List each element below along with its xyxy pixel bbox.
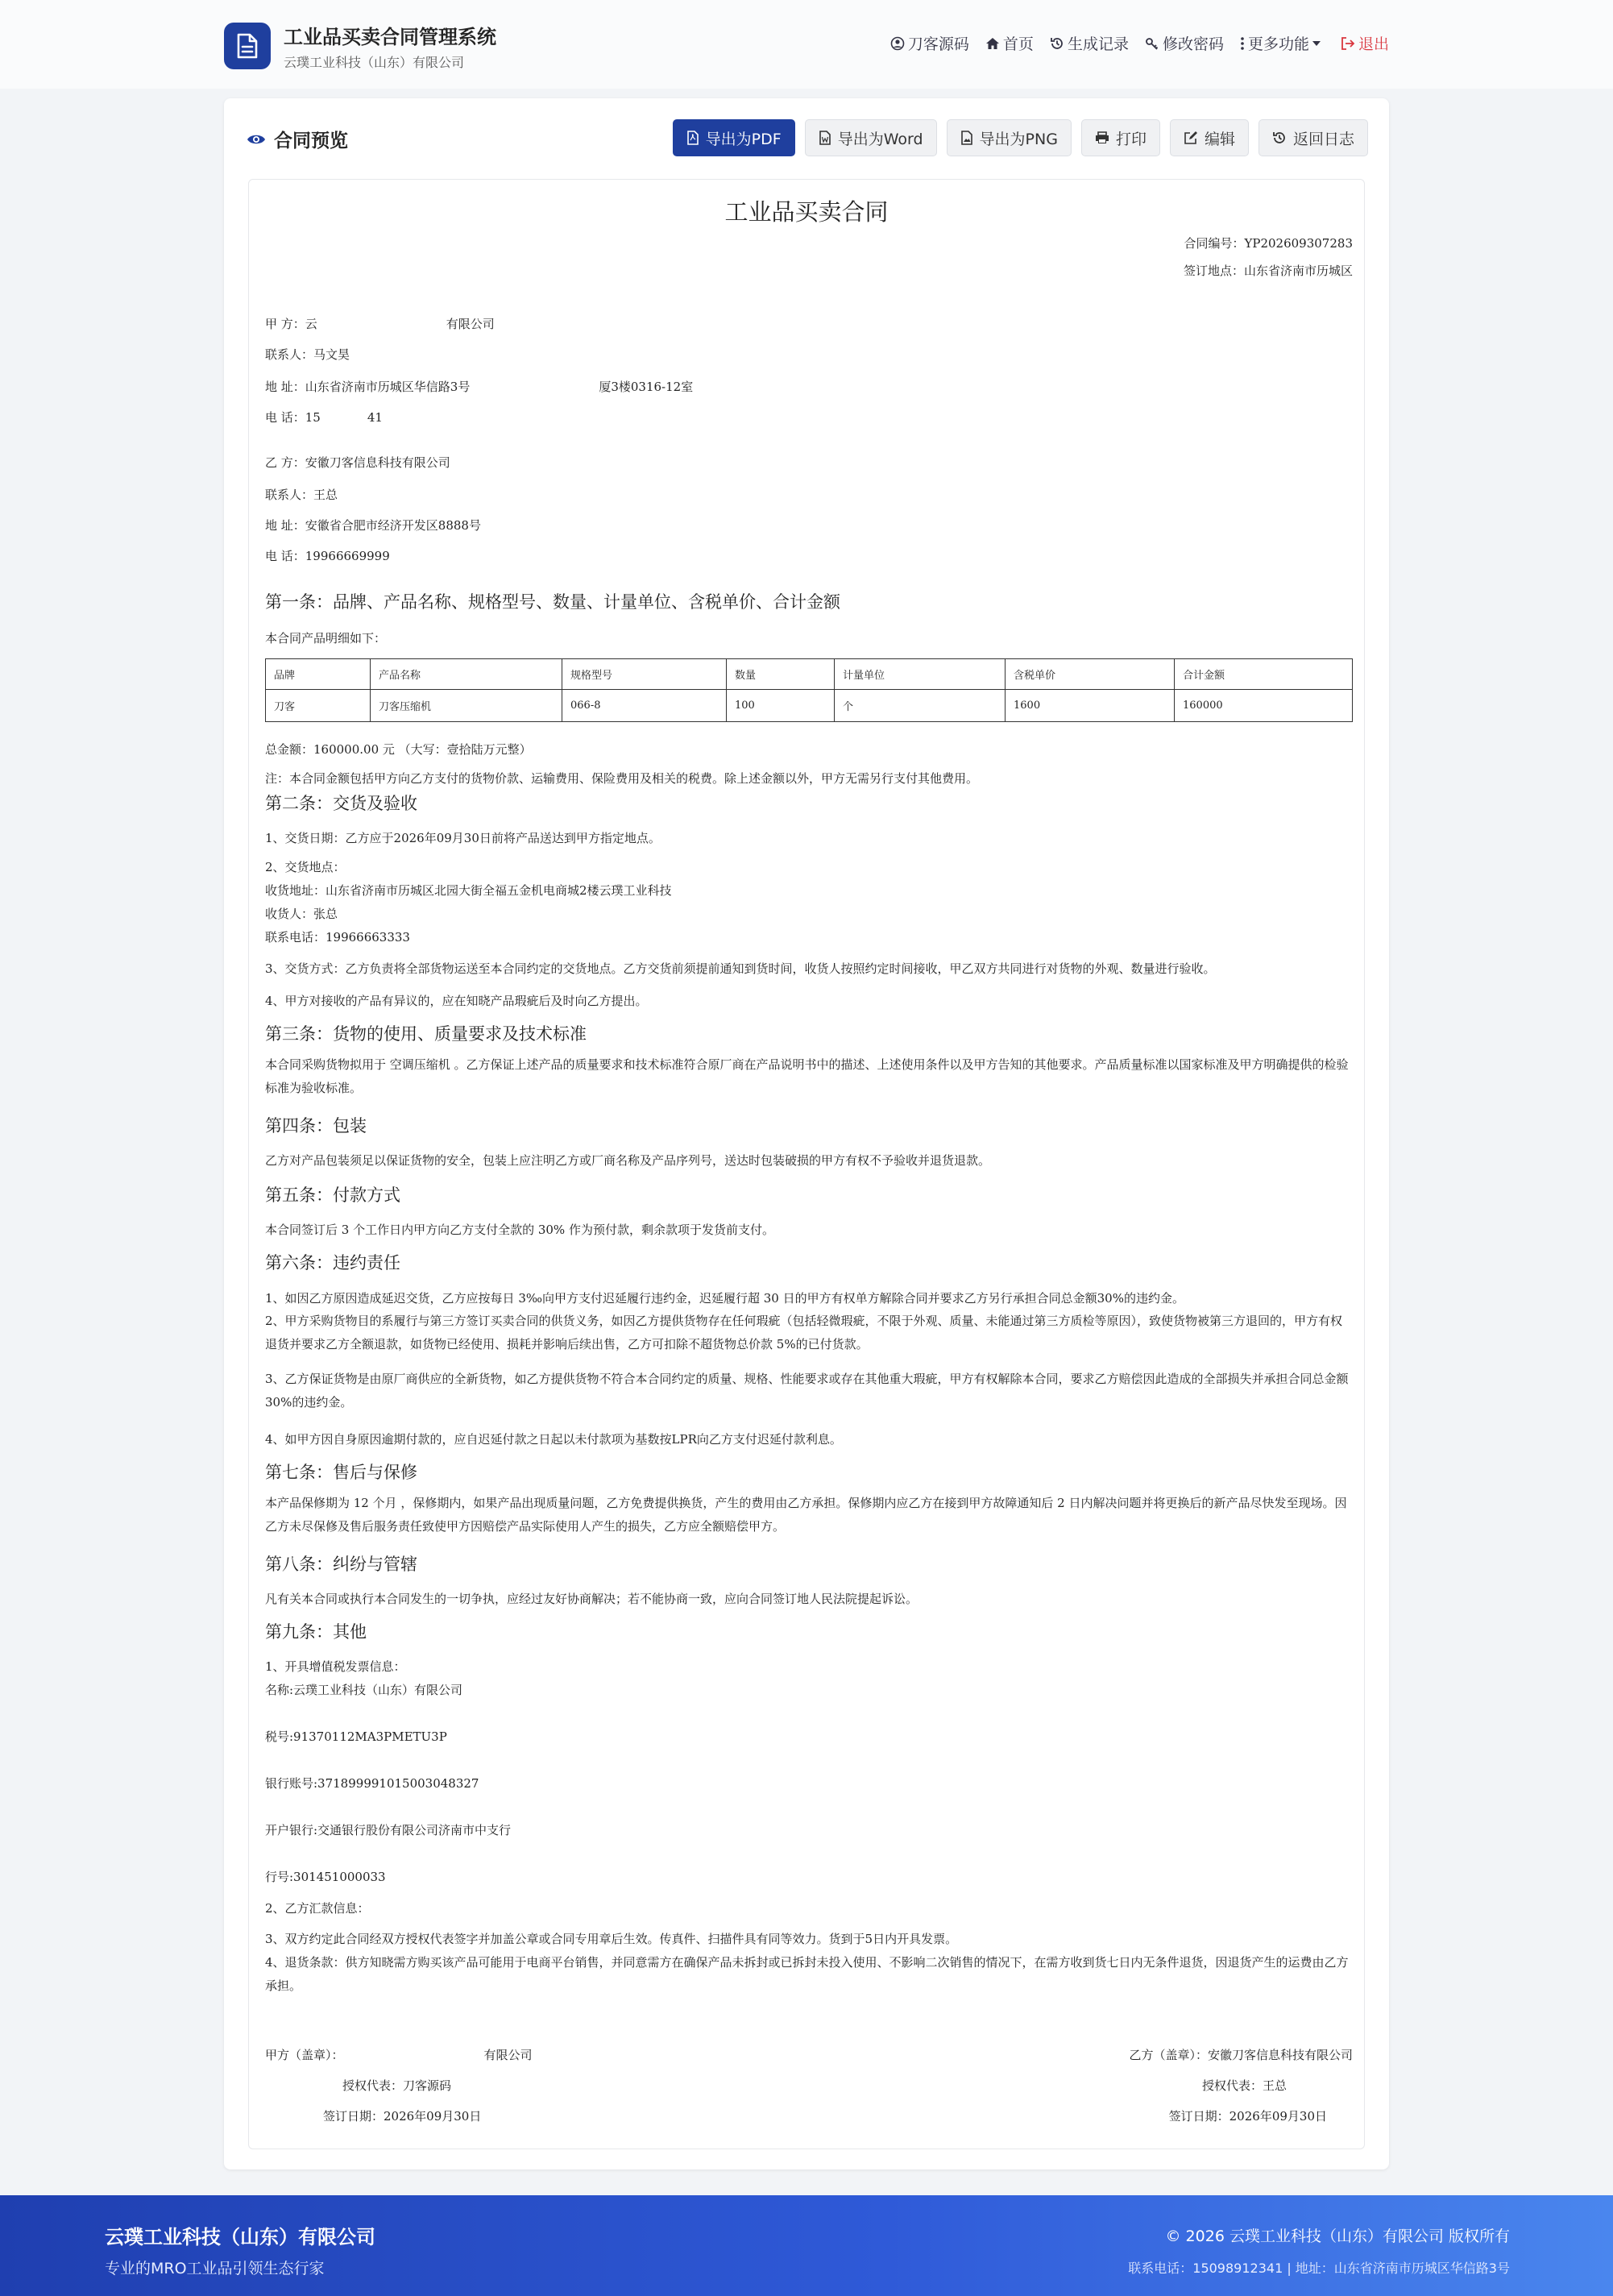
table-header-cell: 含税单价 (1006, 659, 1175, 690)
edit-icon (1184, 131, 1198, 145)
brand[interactable] (224, 21, 496, 71)
section-9-heading: 第九条：其他 (265, 1622, 367, 1642)
section-4-p1: 乙方对产品包装须足以保证货物的安全，包装上应注明乙方或厂商名称及产品序列号，送达时包装破损的甲方有权不予验收并退货退款。 (265, 1153, 991, 1168)
section-9-p2: 2、乙方汇款信息： (265, 1901, 370, 1916)
table-cell: 160000 (1175, 690, 1353, 722)
section-3-heading: 第三条：货物的使用、质量要求及技术标准 (265, 1024, 587, 1044)
invoice-tax-number: 税号:91370112MA3PMETU3P (265, 1729, 447, 1744)
key-icon (1145, 36, 1159, 51)
document-icon (224, 23, 271, 69)
nav-logout-link[interactable] (1341, 32, 1389, 54)
party-a-address-suffix: 厦3楼0316-12室 (599, 380, 694, 394)
export-word-button[interactable] (805, 119, 937, 156)
party-a-name (265, 315, 495, 332)
party-b-name: 乙 方：安徽刀客信息科技有限公司 (265, 455, 450, 470)
invoice-bank-code: 行号:301451000033 (265, 1870, 386, 1884)
nav-source-label: 刀客源码 (907, 35, 969, 53)
preview-title (247, 126, 348, 152)
section-2-p1: 1、交货日期：乙方应于2026年09月30日前将产品送达到甲方指定地点。 (265, 831, 661, 845)
table-cell: 1600 (1006, 690, 1175, 722)
nav-more-dropdown[interactable] (1240, 32, 1325, 54)
nav-home-link[interactable] (985, 32, 1034, 54)
party-a-name-suffix: 有限公司 (446, 317, 495, 331)
home-icon (985, 36, 1000, 51)
top-nav (874, 32, 1389, 54)
section-6-p2: 2、甲方采购货物目的系履行与第三方签订买卖合同的供货义务，如因乙方提供货物存在任何瑕疵（包括轻微瑕疵，不限于外观、质量、未能通过第三方质检等原因），致使货物被第三方退回的，甲方有权退货并要求乙方全额退款，如货物已经使用、损耗并影响后续出售，乙方可扣除不超货物总价款 5%的已付货款。 (265, 1314, 1343, 1351)
export-pdf-label: 导出为PDF (705, 130, 782, 148)
export-word-label: 导出为Word (837, 130, 923, 148)
section-2-p4: 4、甲方对接收的产品有异议的，应在知晓产品瑕疵后及时向乙方提出。 (265, 994, 648, 1008)
party-b-representative: 授权代表：王总 (1201, 2078, 1287, 2093)
invoice-bank-account: 银行账号:371899991015003048327 (265, 1776, 479, 1791)
eye-icon (247, 133, 266, 146)
party-a-seal (265, 2046, 533, 2063)
section-6-p3: 3、乙方保证货物是由原厂商供应的全新货物，如乙方提供货物不符合本合同约定的质量、规格、性能要求或存在其他重大瑕疵，甲方有权解除本合同，要求乙方赔偿因此造成的全部损失并承担合同总金额30%的违约金。 (265, 1372, 1349, 1410)
nav-password-label: 修改密码 (1162, 35, 1224, 53)
section-4-heading: 第四条：包装 (265, 1116, 367, 1136)
redaction-mark (321, 412, 367, 425)
section-7-heading: 第七条：售后与保修 (265, 1463, 417, 1482)
section-7-p1: 本产品保修期为 12 个月 ，保修期内，如果产品出现质量问题，乙方免费提供换货，产生的费用由乙方承担。保修期内应乙方在接到甲方故障通知后 2 日内解决问题并将更换后的新产品尽快发至现场。因乙方未尽保修及售后服务责任致使甲方因赔偿产品实际使用人产生的损失，乙方应全额赔偿甲方。 (265, 1496, 1347, 1534)
nav-records-label: 生成记录 (1067, 35, 1129, 53)
footer-copyright: © 2026 云璞工业科技（山东）有限公司 版权所有 (1165, 2227, 1510, 2245)
signing-place: 签订地点：山东省济南市历城区 (1183, 264, 1353, 278)
section-6-heading: 第六条：违约责任 (265, 1253, 400, 1273)
party-b-phone: 电 话：19966669999 (265, 549, 390, 563)
redaction-mark (317, 318, 446, 331)
table-cell: 100 (727, 690, 835, 722)
section-9-p4: 4、退货条款：供方知晓需方购买该产品可能用于电商平台销售，并同意需方在确保产品未拆封或已拆封未投入使用、不影响二次销售的情况下，在需方收到货七日内无条件退货，因退货产生的运费由乙方承担。 (265, 1955, 1349, 1993)
section-8-p1: 凡有关本合同或执行本合同发生的一切争执，应经过友好协商解决；若不能协商一致，应向合同签订地人民法院提起诉讼。 (265, 1592, 918, 1606)
section-5-heading: 第五条：付款方式 (265, 1185, 400, 1205)
party-a-phone-suffix: 41 (367, 410, 383, 425)
section-1-heading: 第一条：品牌、产品名称、规格型号、数量、计量单位、含税单价、合计金额 (265, 592, 840, 612)
section-6-p4: 4、如甲方因自身原因逾期付款的，应自迟延付款之日起以未付款项为基数按LPR向乙方支付迟延付款利息。 (265, 1432, 842, 1447)
table-header-cell: 合计金额 (1175, 659, 1353, 690)
party-a-representative: 授权代表：刀客源码 (342, 2078, 452, 2093)
party-a-name-prefix: 甲 方：云 (265, 317, 317, 331)
party-a-phone-prefix: 电 话：15 (265, 410, 321, 425)
section-5-p1: 本合同签订后 3 个工作日内甲方向乙方支付全款的 30% 作为预付款，剩余款项于发货前支付。 (265, 1223, 774, 1237)
table-header-cell: 计量单位 (835, 659, 1006, 690)
nav-password-link[interactable] (1145, 32, 1224, 54)
caret-down-icon (1312, 39, 1321, 48)
party-a-address (265, 378, 693, 395)
print-icon (1095, 131, 1109, 144)
export-png-button[interactable] (947, 119, 1072, 156)
party-b-address: 地 址：安徽省合肥市经济开发区8888号 (265, 518, 481, 533)
preview-toolbar (663, 119, 1368, 156)
preview-title-text: 合同预览 (274, 131, 348, 152)
footer-company: 云璞工业科技（山东）有限公司 (105, 2226, 375, 2248)
user-circle-icon (890, 36, 905, 51)
history-icon (1050, 36, 1064, 51)
contract-title: 工业品买卖合同 (724, 198, 889, 226)
contract-number: 合同编号：YP202609307283 (1184, 236, 1353, 251)
total-amount: 总金额：160000.00 元 （大写：壹拾陆万元整） (265, 742, 532, 757)
section-9-p3: 3、双方约定此合同经双方授权代表签字并加盖公章或合同专用章后生效。传真件、扫描件具有同等效力。货到于5日内开具发票。 (265, 1932, 958, 1946)
print-label: 打印 (1115, 130, 1147, 148)
page-footer (0, 2195, 1613, 2296)
nav-source-link[interactable] (890, 32, 969, 54)
receiver: 收货人：张总 (265, 907, 338, 921)
party-b-contact: 联系人：王总 (265, 488, 338, 502)
section-2-heading: 第二条：交货及验收 (265, 794, 417, 813)
file-image-icon (960, 131, 973, 145)
app-title: 工业品买卖合同管理系统 (284, 26, 496, 48)
invoice-bank: 开户银行:交通银行股份有限公司济南市中支行 (265, 1823, 512, 1837)
receiver-phone: 联系电话：19966663333 (265, 930, 410, 945)
redaction-mark (470, 381, 599, 394)
edit-label: 编辑 (1204, 130, 1235, 148)
vertical-ellipsis-icon (1240, 36, 1245, 51)
section-9-p1: 1、开具增值税发票信息： (265, 1659, 406, 1674)
preview-header (224, 98, 1389, 179)
top-header (0, 0, 1613, 89)
section-8-heading: 第八条：纠纷与管辖 (265, 1555, 417, 1574)
party-a-contact: 联系人：马文昊 (265, 347, 350, 362)
section-3-p1: 本合同采购货物拟用于 空调压缩机 。乙方保证上述产品的质量要求和技术标准符合原厂商在产品说明书中的描述、上述使用条件以及甲方告知的其他要求。产品质量标准以国家标准及甲方明确提供的检验标准为验收标准。 (265, 1057, 1349, 1095)
party-a-seal-prefix: 甲方（盖章）： (265, 2048, 344, 2062)
file-pdf-icon (686, 131, 699, 145)
party-b-seal: 乙方（盖章）：安徽刀客信息科技有限公司 (1129, 2048, 1353, 2062)
party-a-seal-suffix: 有限公司 (483, 2048, 533, 2062)
table-row (266, 690, 1353, 722)
table-header-cell: 数量 (727, 659, 835, 690)
sign-out-icon (1341, 36, 1355, 51)
table-header-cell: 产品名称 (371, 659, 562, 690)
table-cell: 个 (835, 690, 1006, 722)
table-cell: 刀客压缩机 (371, 690, 562, 722)
table-cell: 刀客 (266, 690, 371, 722)
redaction-mark (344, 2049, 484, 2062)
nav-logout-label: 退出 (1358, 35, 1389, 53)
delivery-address: 收货地址：山东省济南市历城区北园大街全福五金机电商城2楼云璞工业科技 (265, 883, 672, 898)
export-pdf-button[interactable] (673, 119, 795, 156)
nav-records-link[interactable] (1050, 32, 1129, 54)
party-b-sign-date: 签订日期：2026年09月30日 (1168, 2109, 1327, 2124)
nav-more-label: 更多功能 (1247, 35, 1309, 53)
table-header-cell: 规格型号 (562, 659, 727, 690)
back-to-log-label: 返回日志 (1292, 130, 1354, 148)
party-a-sign-date: 签订日期：2026年09月30日 (323, 2109, 482, 2124)
party-a-phone (265, 409, 383, 426)
footer-slogan: 专业的MRO工业品引领生态行家 (105, 2260, 325, 2277)
section-2-p2: 2、交货地点： (265, 860, 346, 874)
file-word-icon (819, 131, 831, 145)
print-button[interactable] (1081, 119, 1160, 156)
table-cell: 066-8 (562, 690, 727, 722)
table-header-cell: 品牌 (266, 659, 371, 690)
edit-button[interactable] (1170, 119, 1249, 156)
party-a-address-prefix: 地 址：山东省济南市历城区华信路3号 (265, 380, 471, 394)
product-table (265, 658, 1353, 722)
section-6-p1: 1、如因乙方原因造成延迟交货，乙方应按每日 3‰向甲方支付迟延履行违约金，迟延履行超 30 日的甲方有权单方解除合同并要求乙方另行承担合同总金额30%的违约金。 (265, 1291, 1184, 1306)
contract-document (248, 179, 1365, 2149)
footer-contact: 联系电话：15098912341 | 地址：山东省济南市历城区华信路3号 (1128, 2261, 1510, 2276)
amount-note: 注：本合同金额包括甲方向乙方支付的货物价款、运输费用、保险费用及相关的税费。除上述金额以外，甲方无需另行支付其他费用。 (265, 771, 979, 786)
table-header-row (266, 659, 1353, 690)
invoice-name: 名称:云璞工业科技（山东）有限公司 (265, 1683, 463, 1697)
section-2-p3: 3、交货方式：乙方负责将全部货物运送至本合同约定的交货地点。乙方交货前须提前通知到货时间，收货人按照约定时间接收，甲乙双方共同进行对货物的外观、数量进行验收。 (265, 961, 1216, 976)
section-1-intro: 本合同产品明细如下： (265, 631, 387, 646)
nav-home-label: 首页 (1002, 35, 1034, 53)
export-png-label: 导出为PNG (979, 130, 1058, 148)
back-to-log-button[interactable] (1258, 119, 1368, 156)
history-icon (1272, 131, 1287, 145)
preview-card (224, 98, 1389, 2169)
app-subtitle: 云璞工业科技（山东）有限公司 (284, 55, 465, 70)
